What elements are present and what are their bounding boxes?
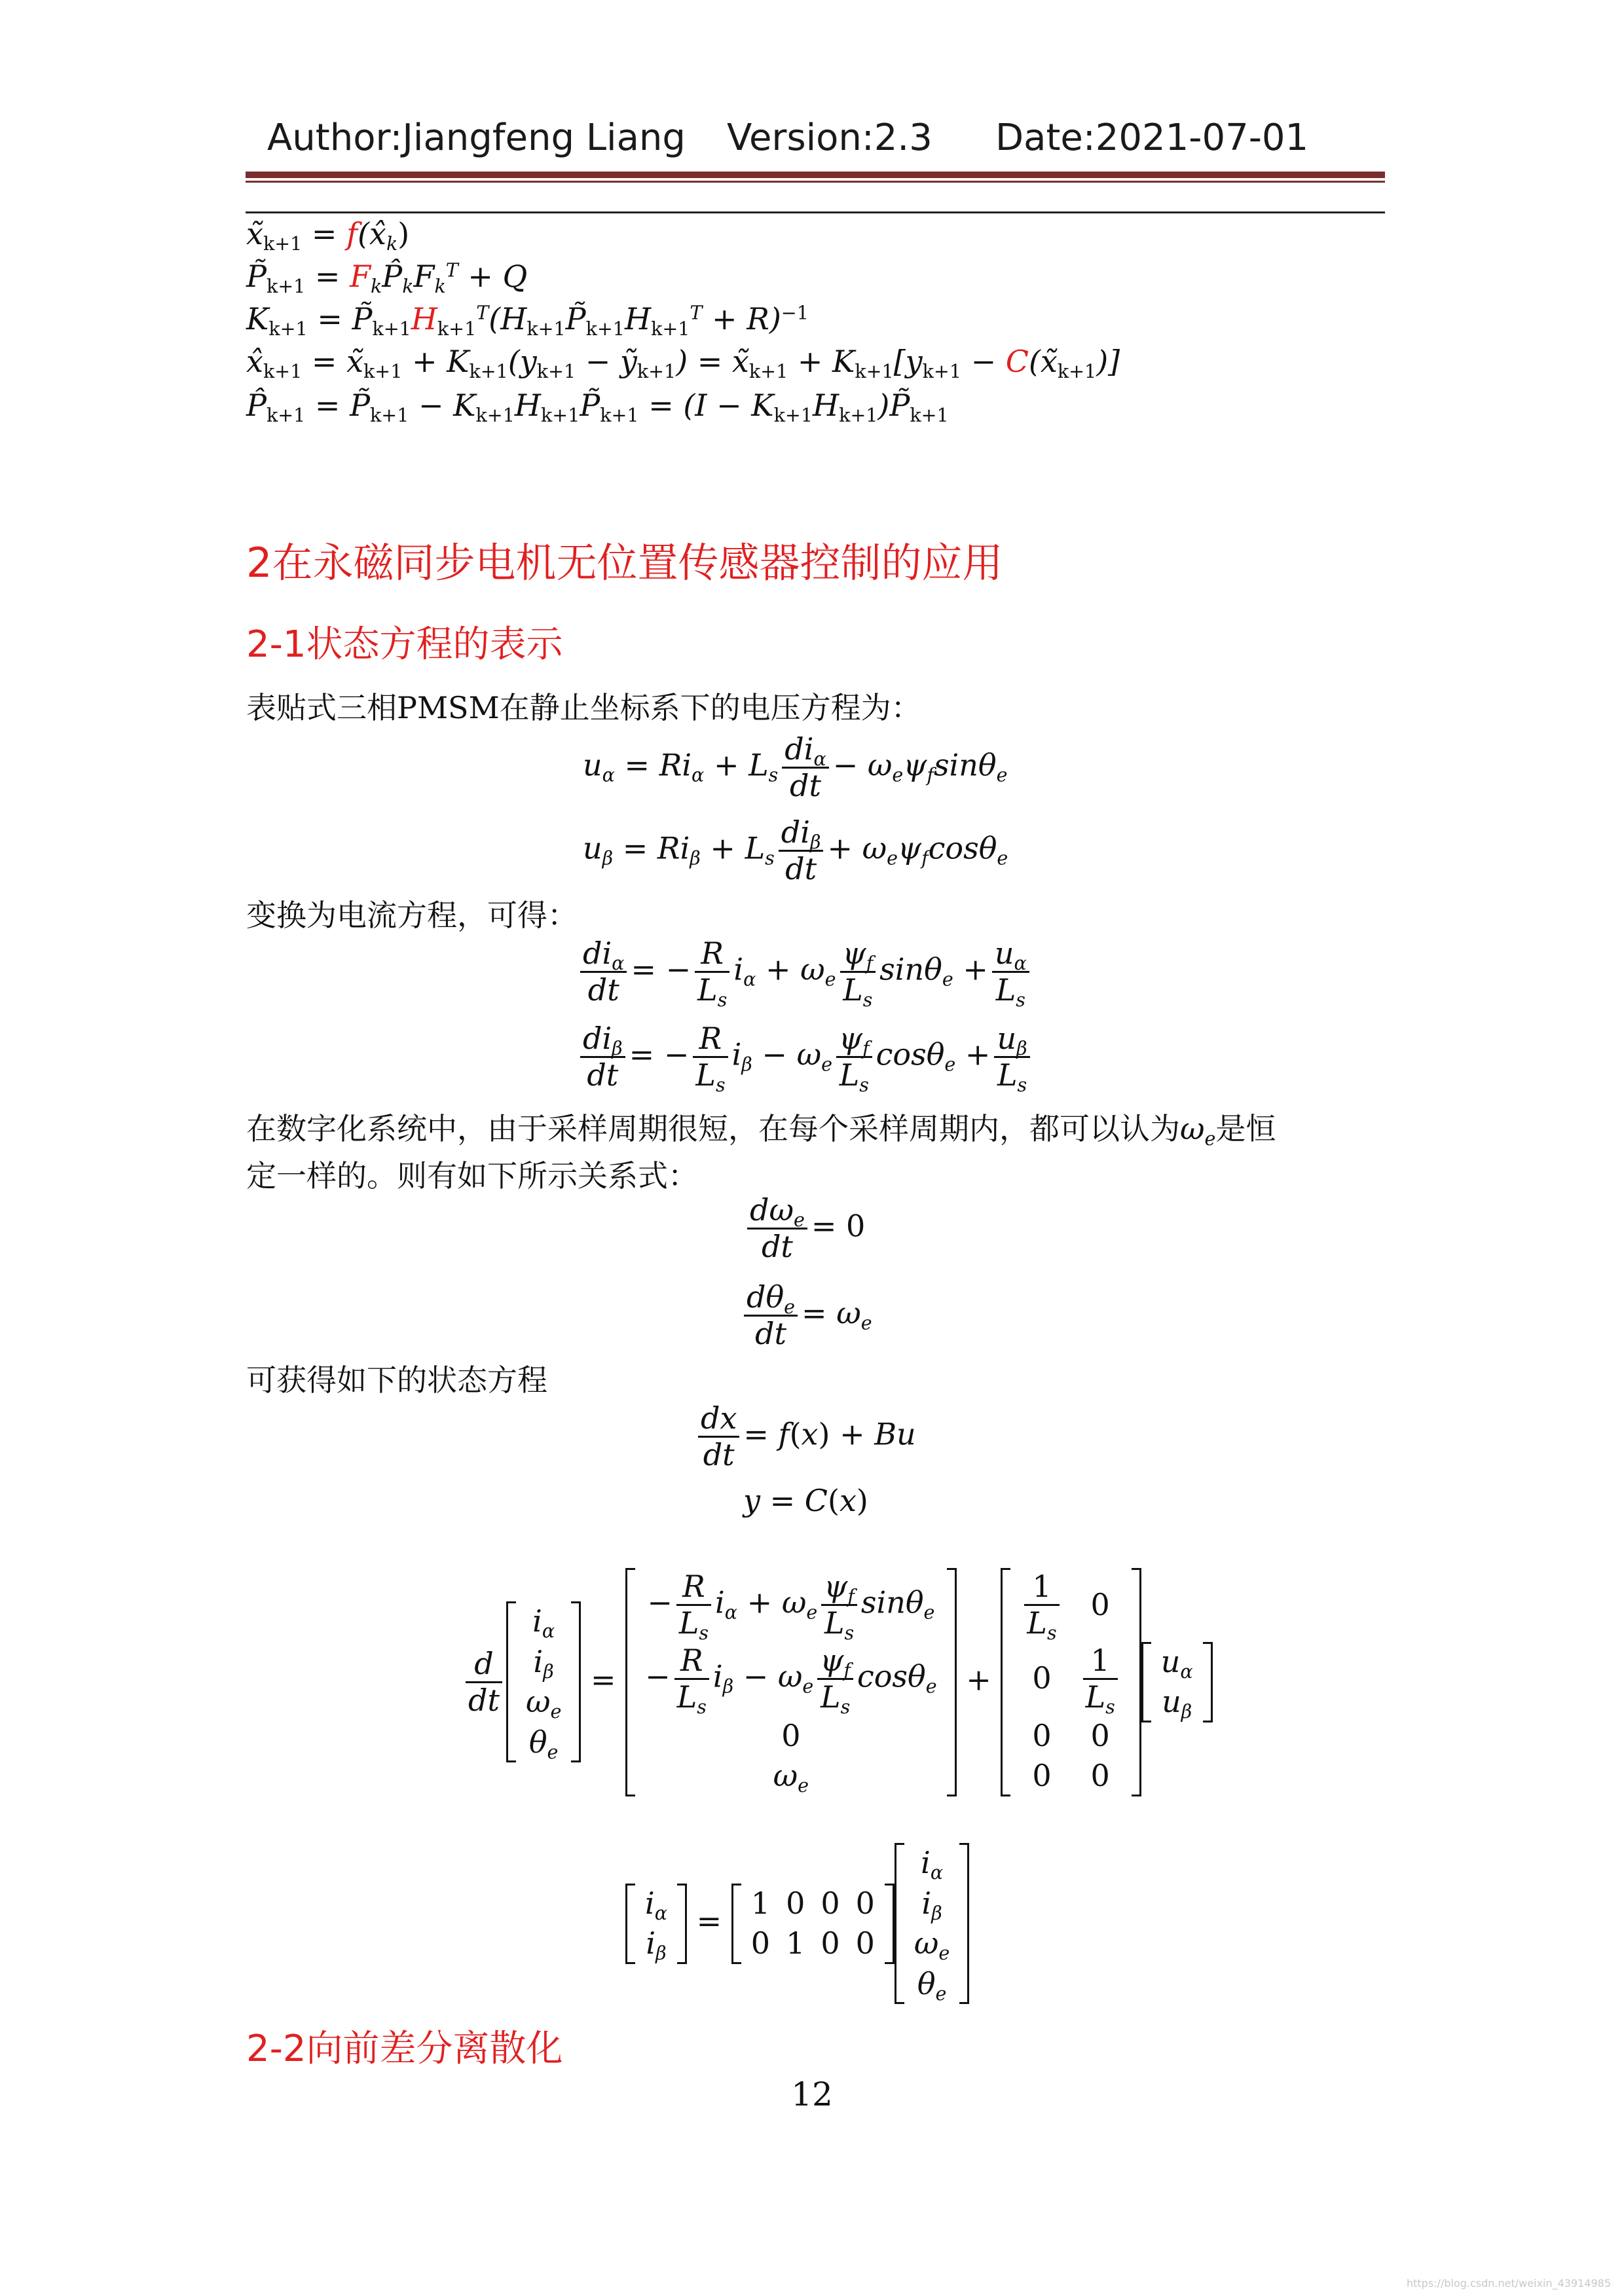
header-rule-thick bbox=[246, 172, 1385, 178]
page-number: 12 bbox=[791, 2075, 833, 2113]
state-vector: $i_\alpha$ $i_\beta$ $\omega_e$ $\theta_e$ bbox=[506, 1601, 581, 1762]
header-version: Version:2.3 bbox=[727, 117, 932, 159]
equation-state-matrix: $\frac{d}{dt}$ $i_\alpha$ $i_\beta$ $\omega_e$ $\theta_e$ = − $\frac{R}{L_s}$ $i_\alpha + \omega_e$ $\frac{\psi_f}{L_s}$ sinθ$_e$ − $\frac{R}{L_s}$ $i_\beta - \omega_e$ $\frac{\psi_f}{L_s}$ cosθ$_e$ 0 $\omega_e$ + $\frac{1}{L_s}$ 0 0 $\frac{1}{L_s}$ 0 0 0 0 $u_\alpha$ $u_\beta$ bbox=[462, 1568, 1213, 1796]
output-vector: $i_\alpha$ $i_\beta$ bbox=[625, 1884, 687, 1964]
header-rule-bottom bbox=[246, 211, 1385, 213]
equation-domega-dt: $\frac{d\omega_e}{dt}$ = 0 bbox=[743, 1193, 865, 1264]
equation-output-matrix: $i_\alpha$ $i_\beta$ = 1 0 0 0 0 1 0 0 $i_\alpha$ $i_\beta$ $\omega_e$ $\theta_e$ bbox=[625, 1843, 969, 2004]
equation-state: $\frac{dx}{dt}$ = f(x) + Bu bbox=[694, 1401, 916, 1472]
subsection-title-2-2: 2-2向前差分离散化 bbox=[246, 2028, 563, 2070]
header-author: Author:Jiangfeng Liang bbox=[267, 117, 686, 159]
b-matrix: $\frac{1}{L_s}$ 0 0 $\frac{1}{L_s}$ 0 0 0 0 bbox=[1001, 1568, 1141, 1796]
page-header bbox=[267, 117, 1380, 169]
paragraph-sampling-line2: 定一样的。则有如下所示关系式： bbox=[246, 1158, 698, 1194]
state-vector-2: $i_\alpha$ $i_\beta$ $\omega_e$ $\theta_e$ bbox=[895, 1843, 969, 2004]
equation-voltage-alpha: $u_\alpha = Ri_\alpha + L_s$ $\frac{di_\alpha}{dt}$ − $\omega_e\psi_f\sin\theta_e$ bbox=[583, 731, 1008, 803]
c-matrix: 1 0 0 0 0 1 0 0 bbox=[731, 1884, 895, 1964]
paragraph-current-intro: 变换为电流方程，可得： bbox=[246, 898, 578, 933]
equation-kalman-gain: $K_{k+1}$ = $P̃_{k+1}H_{k+1}^T(H_{k+1}P̃_{k+1}H_{k+1}^T + R)^{-1}$ bbox=[246, 301, 809, 340]
header-date: Date:2021-07-01 bbox=[995, 117, 1309, 159]
section-title: 2在永磁同步电机无位置传感器控制的应用 bbox=[246, 539, 1003, 587]
equation-predict-state: $x̃_{k+1}$ = $f(x̂_k)$ bbox=[246, 216, 410, 255]
paragraph-sampling-line1: 在数字化系统中，由于采样周期很短，在每个采样周期内，都可以认为$\omega_e$是恒 bbox=[246, 1111, 1276, 1150]
equation-output: y = C(x) bbox=[743, 1483, 868, 1518]
watermark: https://blog.csdn.net/weixin_43914985 bbox=[1406, 2277, 1611, 2289]
equation-update-covariance: $P̂_{k+1}$ = $P̃_{k+1}$ − $K_{k+1}H_{k+1}P̃_{k+1} = (I$ − $K_{k+1}H_{k+1})P̃_{k+1}$ bbox=[246, 388, 949, 427]
f-vector: − $\frac{R}{L_s}$ $i_\alpha + \omega_e$ $\frac{\psi_f}{L_s}$ sinθ$_e$ − $\frac{R}{L_s}$ $i_\beta - \omega_e$ $\frac{\psi_f}{L_s}$ cosθ$_e$ 0 $\omega_e$ bbox=[625, 1568, 956, 1796]
equation-predict-covariance: $P̃_{k+1}$ = $F_kP̂_kF_k^T + Q$ bbox=[246, 259, 528, 298]
equation-current-beta: $\frac{di_\beta}{dt}$ = − $\frac{R}{L_s}$ $i_\beta - \omega_e$ $\frac{\psi_f}{L_s}$ cosθ$_e$ + $\frac{u_\beta}{L_s}$ bbox=[576, 1021, 1034, 1093]
equation-voltage-beta: $u_\beta = Ri_\beta + L_s$ $\frac{di_\beta}{dt}$ + $\omega_e\psi_f\cos\theta_e$ bbox=[583, 814, 1008, 886]
paragraph-state-intro: 可获得如下的状态方程 bbox=[246, 1362, 547, 1398]
subsection-title-2-1: 2-1状态方程的表示 bbox=[246, 623, 563, 666]
paragraph-voltage-intro: 表贴式三相PMSM在静止坐标系下的电压方程为： bbox=[246, 690, 921, 725]
equation-dtheta-dt: $\frac{d\theta_e}{dt}$ = $\omega_e$ bbox=[740, 1280, 872, 1351]
equation-update-state: $x̂_{k+1}$ = $x̃_{k+1} + K_{k+1}(y_{k+1}$ − ỹ$_{k+1}$) = $x̃_{k+1} + K_{k+1}[y_{k+1}$ − $C(x̃_{k+1})$] bbox=[246, 344, 1120, 383]
equation-current-alpha: $\frac{di_\alpha}{dt}$ = − $\frac{R}{L_s}$ $i_\alpha + \omega_e$ $\frac{\psi_f}{L_s}$ sinθ$_e$ + $\frac{u_\alpha}{L_s}$ bbox=[576, 936, 1033, 1008]
header-rule-thin bbox=[246, 181, 1385, 183]
input-vector: $u_\alpha$ $u_\beta$ bbox=[1141, 1642, 1213, 1722]
